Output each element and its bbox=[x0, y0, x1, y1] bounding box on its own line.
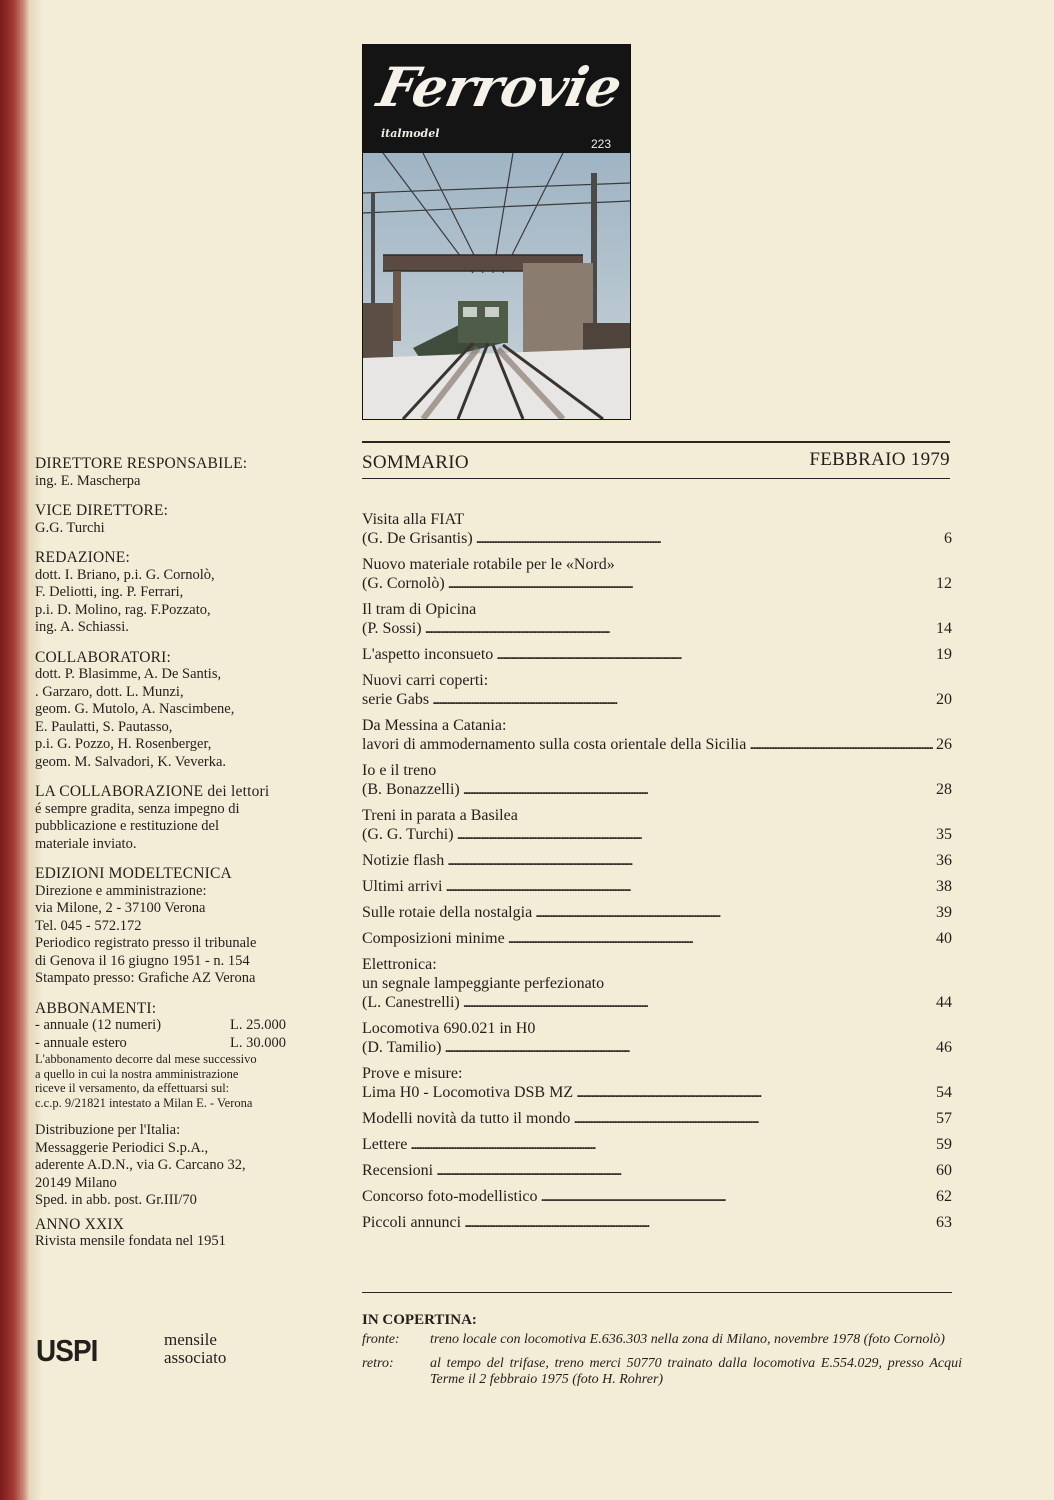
abbonamento-row bbox=[35, 1017, 335, 1035]
dot-leader bbox=[464, 1213, 933, 1232]
distribuzione-line: Messaggerie Periodici S.p.A., bbox=[35, 1139, 209, 1156]
toc-entry-text: Recensioni bbox=[362, 1162, 434, 1179]
abbonamento-name: - annuale (12 numeri) bbox=[35, 1017, 162, 1033]
collaboratori-line: dott. P. Blasimme, A. De Santis, bbox=[35, 666, 222, 682]
edizioni-line: via Milone, 2 - 37100 Verona bbox=[35, 900, 206, 916]
toc-entry-title: Da Messina a Catania: bbox=[362, 717, 507, 734]
toc-entry-text: (B. Bonazzelli) bbox=[362, 781, 460, 798]
toc-entry-text: Sulle rotaie della nostalgia bbox=[362, 904, 533, 921]
toc-page-number: 26 bbox=[936, 736, 952, 753]
collaboratori-line: . Garzaro, dott. L. Munzi, bbox=[35, 683, 184, 700]
toc-entry bbox=[362, 1161, 952, 1180]
toc-entry bbox=[362, 1187, 952, 1206]
anno-heading: ANNO XXIX bbox=[35, 1215, 125, 1233]
toc-entry-title: Elettronica: bbox=[362, 956, 437, 973]
toc-page-number: 14 bbox=[936, 620, 952, 637]
uspi-caption bbox=[164, 1331, 226, 1367]
abbonamento-note: c.c.p. 9/21821 intestato a Milan E. - Verona bbox=[35, 1095, 253, 1110]
issue-date: FEBBRAIO 1979 bbox=[809, 449, 950, 470]
abbonamento-price: L. 25.000 bbox=[230, 1017, 286, 1033]
toc-entry-title: Visita alla FIAT bbox=[362, 511, 465, 528]
toc-entry bbox=[362, 955, 952, 1012]
collaboratori-line: p.i. G. Pozzo, H. Rosenberger, bbox=[35, 736, 212, 752]
toc-page-number: 19 bbox=[936, 646, 952, 663]
redazione-line: dott. I. Briano, p.i. G. Cornolò, bbox=[35, 566, 215, 583]
redazione-heading: REDAZIONE: bbox=[35, 549, 130, 566]
top-rule bbox=[362, 441, 950, 443]
toc-entry-text: (D. Tamilio) bbox=[362, 1039, 442, 1056]
toc-page-number: 54 bbox=[936, 1084, 952, 1101]
toc-entry bbox=[362, 600, 952, 638]
toc-entry-title: Nuovi carri coperti: bbox=[362, 672, 489, 689]
toc-page-number: 46 bbox=[936, 1039, 952, 1056]
toc-entry-row bbox=[362, 645, 952, 664]
toc-entry-row bbox=[362, 825, 952, 844]
toc-entry-text: (L. Canestrelli) bbox=[362, 994, 460, 1011]
toc-entry-row bbox=[362, 735, 952, 754]
bottom-rule bbox=[362, 1292, 952, 1293]
dot-leader bbox=[410, 1135, 933, 1154]
retro-label: retro: bbox=[362, 1356, 394, 1371]
toc-page-number: 36 bbox=[936, 852, 952, 869]
toc-entry-text: (P. Sossi) bbox=[362, 620, 422, 637]
toc-entry-title: Locomotiva 690.021 in H0 bbox=[362, 1020, 536, 1037]
toc-entry bbox=[362, 671, 952, 709]
copertina-section bbox=[362, 1312, 962, 1396]
toc-entry-row bbox=[362, 1161, 952, 1180]
abbonamenti-block bbox=[35, 1000, 335, 1111]
fronte-text: treno locale con locomotiva E.636.303 nella zona di Milano, novembre 1978 (foto Cornolò) bbox=[430, 1332, 945, 1347]
toc-entry bbox=[362, 851, 952, 870]
header-rule bbox=[362, 478, 950, 479]
toc-entry-title: Prove e misure: bbox=[362, 1065, 463, 1082]
abbonamento-note: L'abbonamento decorre dal mese successivo bbox=[35, 1052, 257, 1066]
toc-page-number: 28 bbox=[936, 781, 952, 798]
distribuzione-line: aderente A.D.N., via G. Carcano 32, bbox=[35, 1157, 246, 1173]
dot-leader bbox=[445, 877, 933, 896]
direttore-name: ing. E. Mascherpa bbox=[35, 472, 141, 489]
redazione-line: F. Deliotti, ing. P. Ferrari, bbox=[35, 584, 184, 600]
toc-entry bbox=[362, 645, 952, 664]
edizioni-line: Stampato presso: Grafiche AZ Verona bbox=[35, 970, 256, 986]
lettori-line: materiale inviato. bbox=[35, 835, 137, 852]
toc-entry-row bbox=[362, 619, 952, 638]
toc-entry bbox=[362, 761, 952, 799]
distribuzione-line: 20149 Milano bbox=[35, 1174, 117, 1191]
masthead-column bbox=[35, 455, 335, 1263]
cover-logo: Ferrovie bbox=[372, 55, 627, 119]
collaboratori-line: geom. M. Salvadori, K. Veverka. bbox=[35, 753, 227, 770]
dot-leader bbox=[476, 529, 941, 548]
dot-leader bbox=[535, 903, 933, 922]
dot-leader bbox=[749, 735, 933, 754]
toc-page-number: 12 bbox=[936, 575, 952, 592]
toc-entry-text: Notizie flash bbox=[362, 852, 445, 869]
sommario-heading: SOMMARIO bbox=[362, 452, 469, 473]
collaboratori-heading: COLLABORATORI: bbox=[35, 648, 171, 666]
edizioni-line: di Genova il 16 giugno 1951 - n. 154 bbox=[35, 952, 250, 969]
toc-entry bbox=[362, 903, 952, 922]
edizioni-block bbox=[35, 865, 335, 988]
toc-page-number: 6 bbox=[944, 530, 952, 547]
toc-entry-row bbox=[362, 1109, 952, 1128]
anno-text: Rivista mensile fondata nel 1951 bbox=[35, 1233, 226, 1249]
dot-leader bbox=[444, 1038, 933, 1057]
toc-entry bbox=[362, 877, 952, 896]
cover-masthead bbox=[363, 45, 630, 153]
toc-entry-text: serie Gabs bbox=[362, 691, 430, 708]
toc-entry-row bbox=[362, 993, 952, 1012]
toc-entry-row bbox=[362, 529, 952, 548]
toc-entry bbox=[362, 806, 952, 844]
toc-entry-text: lavori di ammodernamento sulla costa orientale della Sicilia bbox=[362, 736, 747, 753]
anno-block bbox=[35, 1216, 335, 1251]
copertina-fronte bbox=[362, 1332, 962, 1348]
toc-page-number: 40 bbox=[936, 930, 952, 947]
toc-entry-text: L'aspetto inconsueto bbox=[362, 646, 494, 663]
collaboratori-block bbox=[35, 649, 335, 772]
lettori-block bbox=[35, 783, 335, 853]
dot-leader bbox=[448, 574, 933, 593]
uspi-caption-line: associato bbox=[164, 1348, 227, 1367]
toc-page-number: 38 bbox=[936, 878, 952, 895]
toc-page-number: 39 bbox=[936, 904, 952, 921]
toc-entry-title: un segnale lampeggiante perfezionato bbox=[362, 975, 605, 992]
distribuzione-block bbox=[35, 1122, 335, 1210]
vice-heading: VICE DIRETTORE: bbox=[35, 502, 169, 519]
abbonamento-row bbox=[35, 1035, 335, 1053]
edizioni-line: Direzione e amministrazione: bbox=[35, 882, 207, 899]
toc-entry bbox=[362, 1213, 952, 1232]
toc-entry-title: Treni in parata a Basilea bbox=[362, 807, 518, 824]
toc-entry-text: Composizioni minime bbox=[362, 930, 505, 947]
cover-image bbox=[362, 44, 631, 420]
toc-entry-row bbox=[362, 903, 952, 922]
lettori-line: é sempre gradita, senza impegno di bbox=[35, 800, 240, 817]
dot-leader bbox=[425, 619, 933, 638]
toc-entry-row bbox=[362, 1038, 952, 1057]
toc-entry bbox=[362, 1019, 952, 1057]
toc-entry-text: Ultimi arrivi bbox=[362, 878, 443, 895]
toc-page-number: 44 bbox=[936, 994, 952, 1011]
toc-entry-row bbox=[362, 1083, 952, 1102]
toc-entry-text: Modelli novità da tutto il mondo bbox=[362, 1110, 571, 1127]
toc-entry-row bbox=[362, 1213, 952, 1232]
toc-entry-title: Nuovo materiale rotabile per le «Nord» bbox=[362, 556, 615, 573]
abbonamenti-heading: ABBONAMENTI: bbox=[35, 999, 157, 1017]
copertina-heading: IN COPERTINA: bbox=[362, 1312, 477, 1328]
dot-leader bbox=[447, 851, 933, 870]
toc-entry bbox=[362, 555, 952, 593]
toc-page-number: 20 bbox=[936, 691, 952, 708]
lettori-line: pubblicazione e restituzione del bbox=[35, 818, 219, 834]
dot-leader bbox=[432, 690, 933, 709]
toc-entry-row bbox=[362, 929, 952, 948]
cover-publisher: italmodel bbox=[381, 127, 440, 140]
toc-entry bbox=[362, 1135, 952, 1154]
abbonamento-note: a quello in cui la nostra amministrazione bbox=[35, 1066, 239, 1081]
copertina-retro bbox=[362, 1356, 962, 1388]
toc-entry-row bbox=[362, 690, 952, 709]
toc-entry bbox=[362, 1109, 952, 1128]
toc-entry-text: Concorso foto-modellistico bbox=[362, 1188, 538, 1205]
toc-entry-row bbox=[362, 851, 952, 870]
redazione-block bbox=[35, 549, 335, 637]
direttore-block bbox=[35, 455, 335, 490]
toc-entry-row bbox=[362, 877, 952, 896]
toc-page-number: 63 bbox=[936, 1214, 952, 1231]
dot-leader bbox=[576, 1083, 933, 1102]
redazione-line: p.i. D. Molino, rag. F.Pozzato, bbox=[35, 601, 211, 618]
vice-name: G.G. Turchi bbox=[35, 519, 105, 536]
edizioni-line: Tel. 045 - 572.172 bbox=[35, 917, 142, 934]
toc-entry-text: Lima H0 - Locomotiva DSB MZ bbox=[362, 1084, 574, 1101]
toc-page-number: 62 bbox=[936, 1188, 952, 1205]
toc-entry-row bbox=[362, 574, 952, 593]
toc-page-number: 59 bbox=[936, 1136, 952, 1153]
toc-entry-text: (G. Cornolò) bbox=[362, 575, 445, 592]
distribuzione-line: Distribuzione per l'Italia: bbox=[35, 1122, 181, 1138]
abbonamento-name: - annuale estero bbox=[35, 1034, 127, 1051]
edizioni-heading: EDIZIONI MODELTECNICA bbox=[35, 865, 232, 882]
collaboratori-line: geom. G. Mutolo, A. Nascimbene, bbox=[35, 701, 235, 717]
uspi-logo: USPI bbox=[36, 1333, 98, 1368]
dot-leader bbox=[463, 993, 933, 1012]
dot-leader bbox=[457, 825, 933, 844]
toc-entry-row bbox=[362, 780, 952, 799]
fronte-label: fronte: bbox=[362, 1332, 400, 1347]
toc-page-number: 60 bbox=[936, 1162, 952, 1179]
dot-leader bbox=[463, 780, 933, 799]
abbonamento-price: L. 30.000 bbox=[230, 1034, 286, 1051]
toc-entry bbox=[362, 716, 952, 754]
table-of-contents bbox=[362, 510, 952, 1239]
toc-entry bbox=[362, 1064, 952, 1102]
abbonamento-note: riceve il versamento, da effettuarsi sul: bbox=[35, 1081, 230, 1095]
dot-leader bbox=[573, 1109, 933, 1128]
toc-page-number: 35 bbox=[936, 826, 952, 843]
redazione-line: ing. A. Schiassi. bbox=[35, 619, 129, 635]
toc-entry bbox=[362, 510, 952, 548]
collaboratori-line: E. Paulatti, S. Pautasso, bbox=[35, 718, 173, 735]
toc-entry-title: Il tram di Opicina bbox=[362, 601, 477, 618]
toc-entry-text: (G. G. Turchi) bbox=[362, 826, 454, 843]
toc-entry-text: Lettere bbox=[362, 1136, 408, 1153]
binding-edge bbox=[0, 0, 30, 1500]
toc-entry-title: Io e il treno bbox=[362, 762, 437, 779]
vice-block bbox=[35, 502, 335, 537]
dot-leader bbox=[541, 1187, 933, 1206]
toc-entry-text: Piccoli annunci bbox=[362, 1214, 462, 1231]
cover-issue-number: 223 bbox=[591, 137, 612, 151]
retro-text: al tempo del trifase, treno merci 50770 trainato dalla locomotiva E.554.029, presso Acqui Terme il 2 febbraio 1975 (foto H. Rohrer) bbox=[430, 1356, 962, 1387]
uspi-caption-line: mensile bbox=[164, 1330, 217, 1349]
toc-page-number: 57 bbox=[936, 1110, 952, 1127]
dot-leader bbox=[436, 1161, 933, 1180]
toc-entry-row bbox=[362, 1135, 952, 1154]
cover-photo bbox=[363, 153, 630, 419]
toc-entry-text: (G. De Grisantis) bbox=[362, 530, 473, 547]
distribuzione-line: Sped. in abb. post. Gr.III/70 bbox=[35, 1192, 197, 1208]
dot-leader bbox=[496, 645, 933, 664]
toc-entry-row bbox=[362, 1187, 952, 1206]
edizioni-line: Periodico registrato presso il tribunale bbox=[35, 935, 257, 951]
lettori-line: LA COLLABORAZIONE dei lettori bbox=[35, 783, 270, 800]
toc-entry bbox=[362, 929, 952, 948]
direttore-heading: DIRETTORE RESPONSABILE: bbox=[35, 455, 248, 472]
dot-leader bbox=[508, 929, 933, 948]
